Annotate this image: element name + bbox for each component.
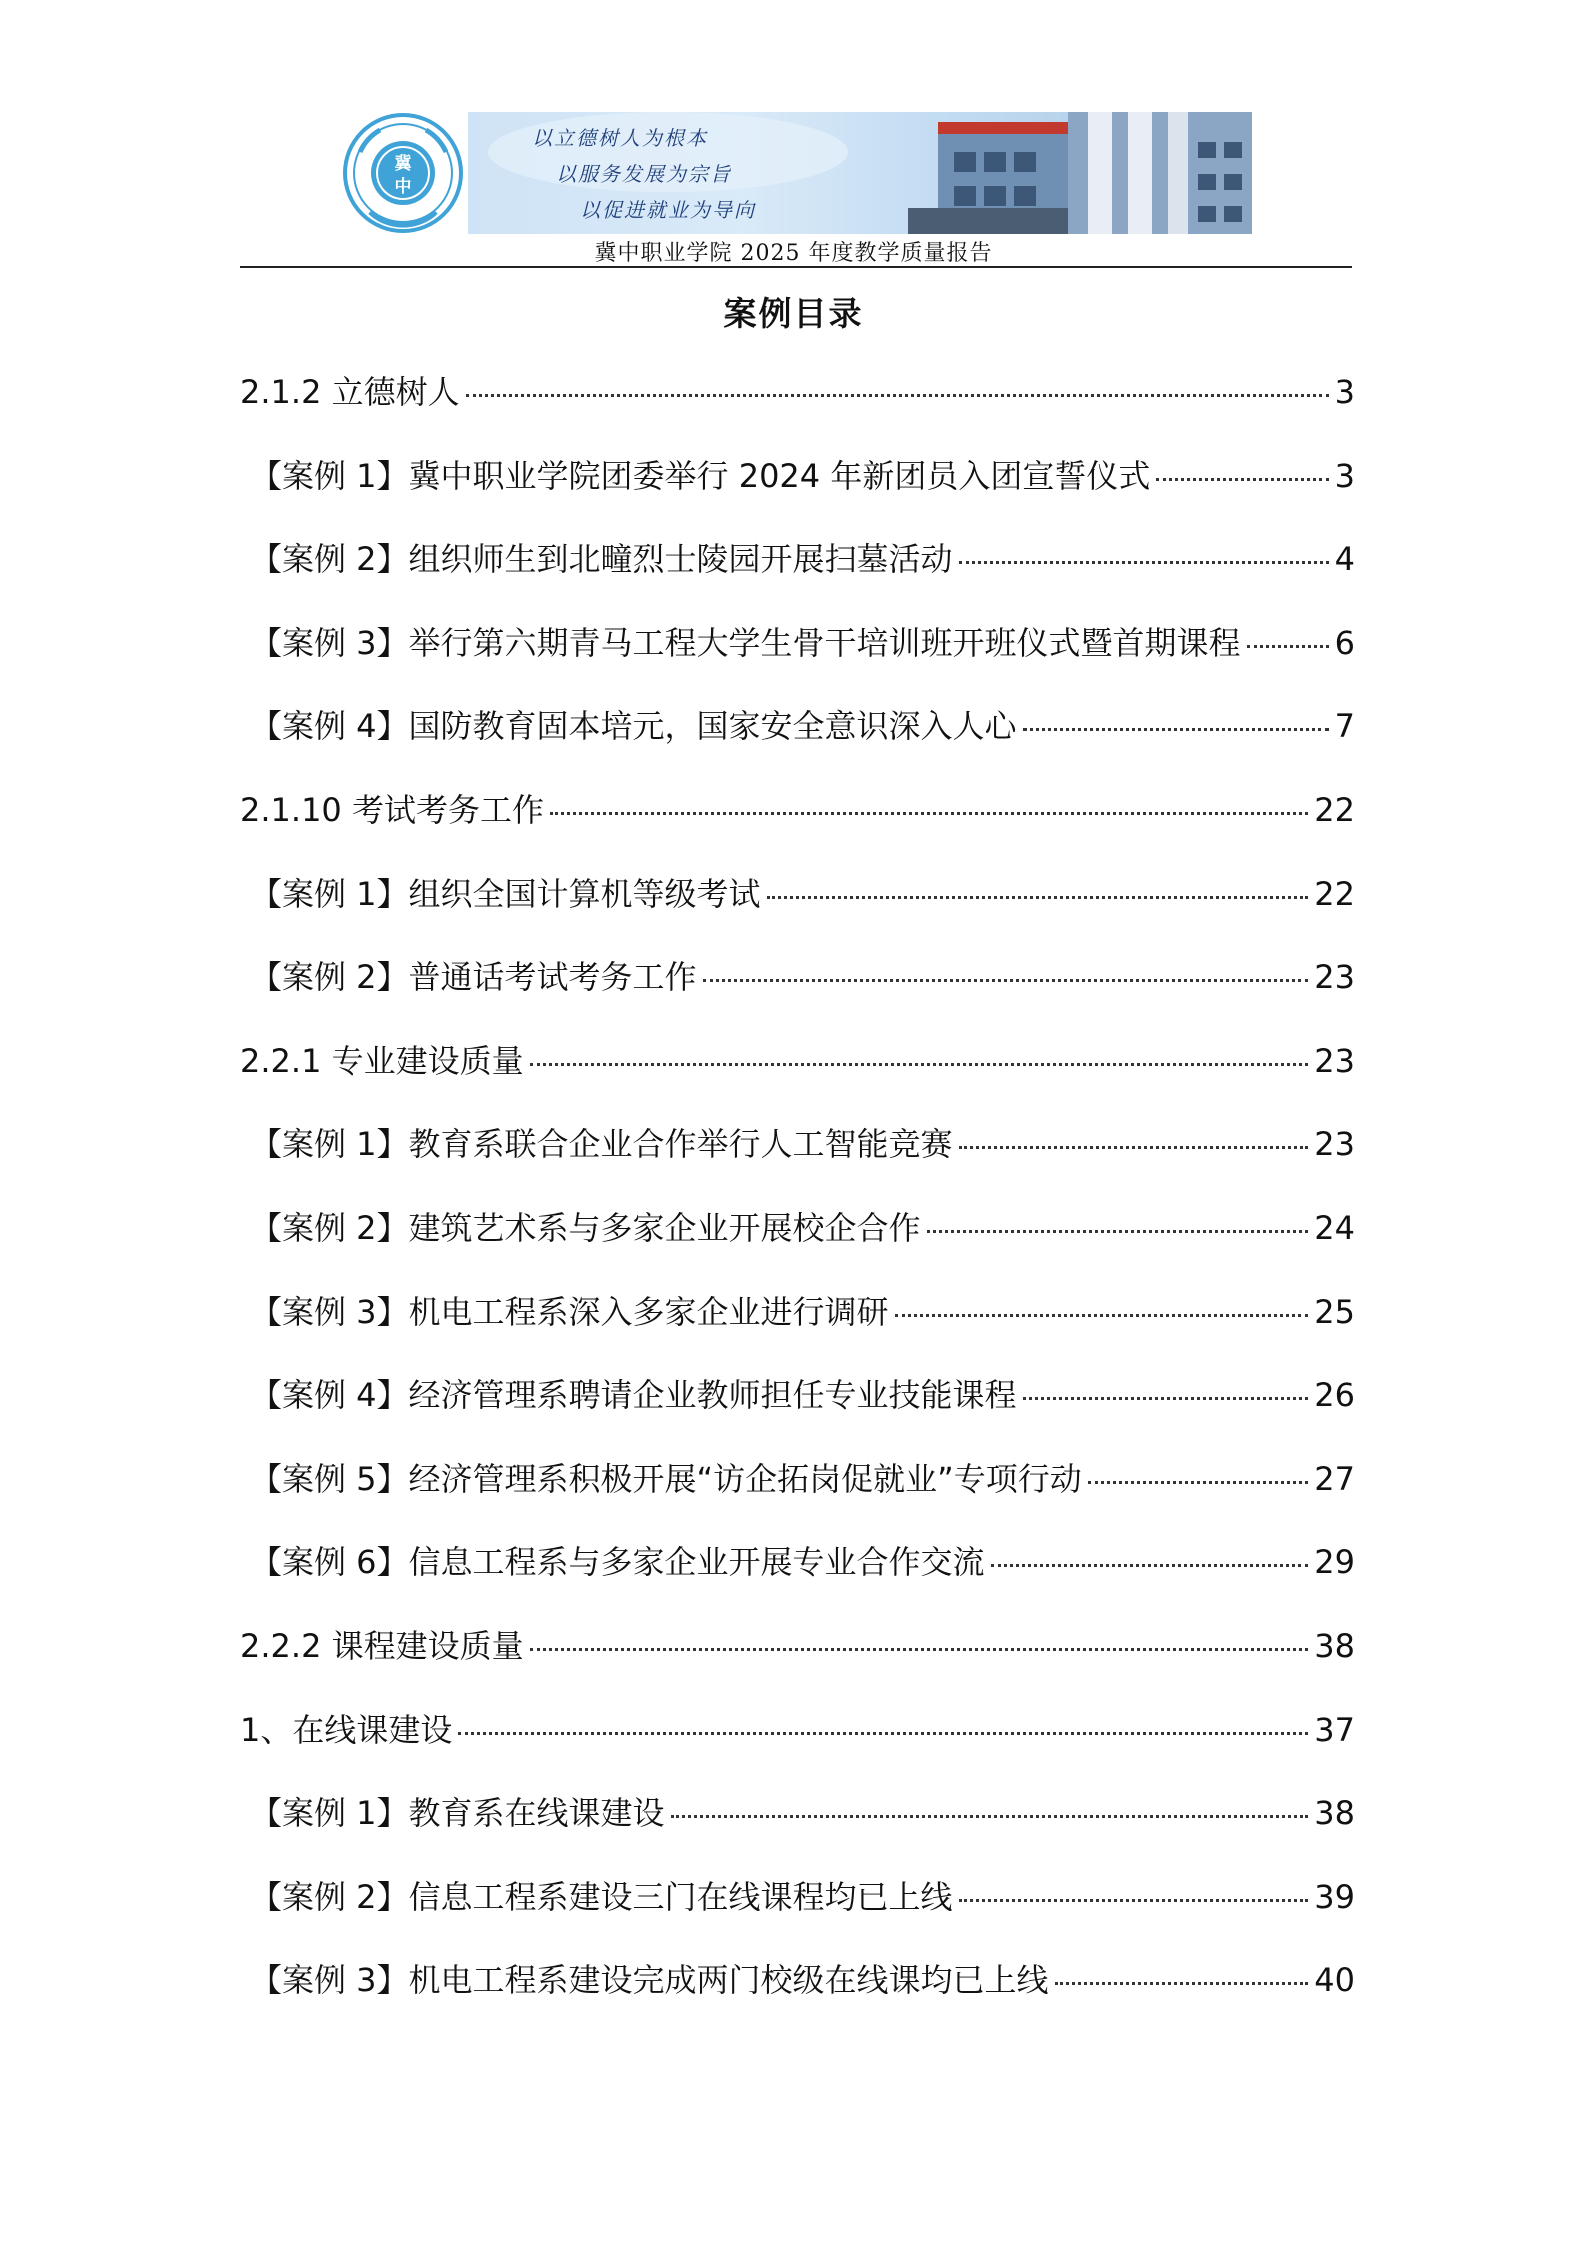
toc-dot-leader xyxy=(550,812,1308,815)
toc-entry-title: 【案例 4】经济管理系聘请企业教师担任专业技能课程 xyxy=(250,1376,1017,1415)
toc-entry[interactable] xyxy=(240,1787,1355,1871)
toc-entry[interactable] xyxy=(240,1369,1355,1453)
toc-entry[interactable] xyxy=(240,1453,1355,1537)
toc-dot-leader xyxy=(703,979,1309,982)
toc-page-number: 37 xyxy=(1314,1710,1355,1749)
toc-entry-title: 【案例 2】信息工程系建设三门在线课程均已上线 xyxy=(250,1877,953,1916)
toc-entry-title: 2.1.2 立德树人 xyxy=(240,373,460,411)
toc-page-number: 3 xyxy=(1334,456,1355,495)
table-of-contents xyxy=(240,366,1355,2038)
toc-page-number: 7 xyxy=(1334,707,1355,746)
toc-entry-title: 1、在线课建设 xyxy=(240,1710,453,1749)
toc-entry[interactable] xyxy=(240,951,1355,1035)
toc-entry[interactable] xyxy=(240,450,1355,534)
toc-dot-leader xyxy=(895,1314,1309,1317)
toc-page-number: 22 xyxy=(1314,790,1355,829)
toc-entry-title: 【案例 1】教育系在线课建设 xyxy=(250,1794,665,1833)
toc-page-number: 6 xyxy=(1334,623,1355,662)
toc-entry[interactable] xyxy=(240,1202,1355,1286)
toc-page-number: 23 xyxy=(1314,958,1355,997)
toc-entry-title: 【案例 2】建筑艺术系与多家企业开展校企合作 xyxy=(250,1208,921,1247)
toc-entry[interactable] xyxy=(240,1035,1355,1119)
toc-page-number: 24 xyxy=(1314,1208,1355,1247)
toc-entry-title: 【案例 2】普通话考试考务工作 xyxy=(250,958,697,997)
toc-dot-leader xyxy=(530,1063,1309,1066)
toc-dot-leader xyxy=(767,896,1309,899)
toc-entry-title: 【案例 5】经济管理系积极开展“访企拓岗促就业”专项行动 xyxy=(250,1459,1082,1498)
header-banner xyxy=(340,112,1252,234)
toc-dot-leader xyxy=(466,394,1329,397)
toc-page-number: 23 xyxy=(1314,1041,1355,1080)
toc-page-number: 39 xyxy=(1314,1877,1355,1916)
toc-entry[interactable] xyxy=(240,700,1355,784)
toc-page-number: 25 xyxy=(1314,1292,1355,1331)
toc-entry[interactable] xyxy=(240,1286,1355,1370)
toc-entry[interactable] xyxy=(240,868,1355,952)
toc-dot-leader xyxy=(1247,645,1329,648)
toc-page-number: 3 xyxy=(1334,373,1355,411)
banner-motto-2: 以服务发展为宗旨 xyxy=(556,162,732,186)
toc-entry-title: 2.1.10 考试考务工作 xyxy=(240,790,544,829)
toc-dot-leader xyxy=(959,561,1329,564)
toc-entry-title: 【案例 3】机电工程系建设完成两门校级在线课均已上线 xyxy=(250,1961,1049,2000)
toc-page-number: 38 xyxy=(1314,1626,1355,1665)
header-caption: 冀中职业学院 2025 年度教学质量报告 xyxy=(594,241,993,266)
toc-entry[interactable] xyxy=(240,1871,1355,1955)
toc-entry[interactable] xyxy=(240,1954,1355,2038)
toc-entry-title: 【案例 3】机电工程系深入多家企业进行调研 xyxy=(250,1292,889,1331)
banner-motto-1: 以立德树人为根本 xyxy=(532,126,708,150)
toc-dot-leader xyxy=(458,1732,1308,1735)
toc-dot-leader xyxy=(959,1899,1309,1902)
toc-dot-leader xyxy=(1088,1481,1309,1484)
header-divider xyxy=(240,266,1352,268)
toc-page-number: 22 xyxy=(1314,874,1355,913)
campus-banner-image xyxy=(468,112,1252,234)
seal-char-2: 中 xyxy=(394,177,412,197)
toc-page-number: 40 xyxy=(1314,1961,1355,2000)
toc-page-number: 26 xyxy=(1314,1376,1355,1415)
toc-dot-leader xyxy=(959,1146,1309,1149)
banner-motto-3: 以促进就业为导向 xyxy=(580,198,756,222)
toc-entry-title: 2.2.2 课程建设质量 xyxy=(240,1626,524,1665)
toc-dot-leader xyxy=(1055,1982,1309,1985)
toc-entry[interactable] xyxy=(240,366,1355,450)
toc-entry[interactable] xyxy=(240,1704,1355,1788)
toc-entry[interactable] xyxy=(240,1620,1355,1704)
toc-entry[interactable] xyxy=(240,1536,1355,1620)
toc-dot-leader xyxy=(671,1815,1309,1818)
toc-page-number: 38 xyxy=(1314,1794,1355,1833)
toc-page-number: 29 xyxy=(1314,1543,1355,1582)
toc-entry-title: 【案例 1】组织全国计算机等级考试 xyxy=(250,874,761,913)
toc-entry[interactable] xyxy=(240,784,1355,868)
toc-dot-leader xyxy=(1156,478,1328,481)
page-title: 案例目录 xyxy=(723,294,864,333)
toc-entry-title: 【案例 2】组织师生到北疃烈士陵园开展扫墓活动 xyxy=(250,540,953,579)
toc-dot-leader xyxy=(991,1564,1309,1567)
toc-dot-leader xyxy=(1023,728,1329,731)
toc-entry[interactable] xyxy=(240,1118,1355,1202)
college-seal-icon xyxy=(340,112,466,234)
toc-entry-title: 【案例 1】教育系联合企业合作举行人工智能竞赛 xyxy=(250,1125,953,1164)
toc-page-number: 4 xyxy=(1334,540,1355,579)
toc-dot-leader xyxy=(530,1648,1309,1651)
toc-dot-leader xyxy=(927,1230,1309,1233)
toc-entry-title: 2.2.1 专业建设质量 xyxy=(240,1041,524,1080)
toc-entry[interactable] xyxy=(240,533,1355,617)
toc-page-number: 23 xyxy=(1314,1125,1355,1164)
toc-entry-title: 【案例 3】举行第六期青马工程大学生骨干培训班开班仪式暨首期课程 xyxy=(250,623,1241,662)
toc-entry-title: 【案例 1】冀中职业学院团委举行 2024 年新团员入团宣誓仪式 xyxy=(250,456,1151,495)
toc-dot-leader xyxy=(1023,1397,1309,1400)
toc-entry-title: 【案例 4】国防教育固本培元，国家安全意识深入人心 xyxy=(250,707,1017,746)
toc-page-number: 27 xyxy=(1314,1459,1355,1498)
toc-entry[interactable] xyxy=(240,617,1355,701)
seal-char-1: 冀 xyxy=(394,154,412,174)
toc-entry-title: 【案例 6】信息工程系与多家企业开展专业合作交流 xyxy=(250,1543,985,1582)
